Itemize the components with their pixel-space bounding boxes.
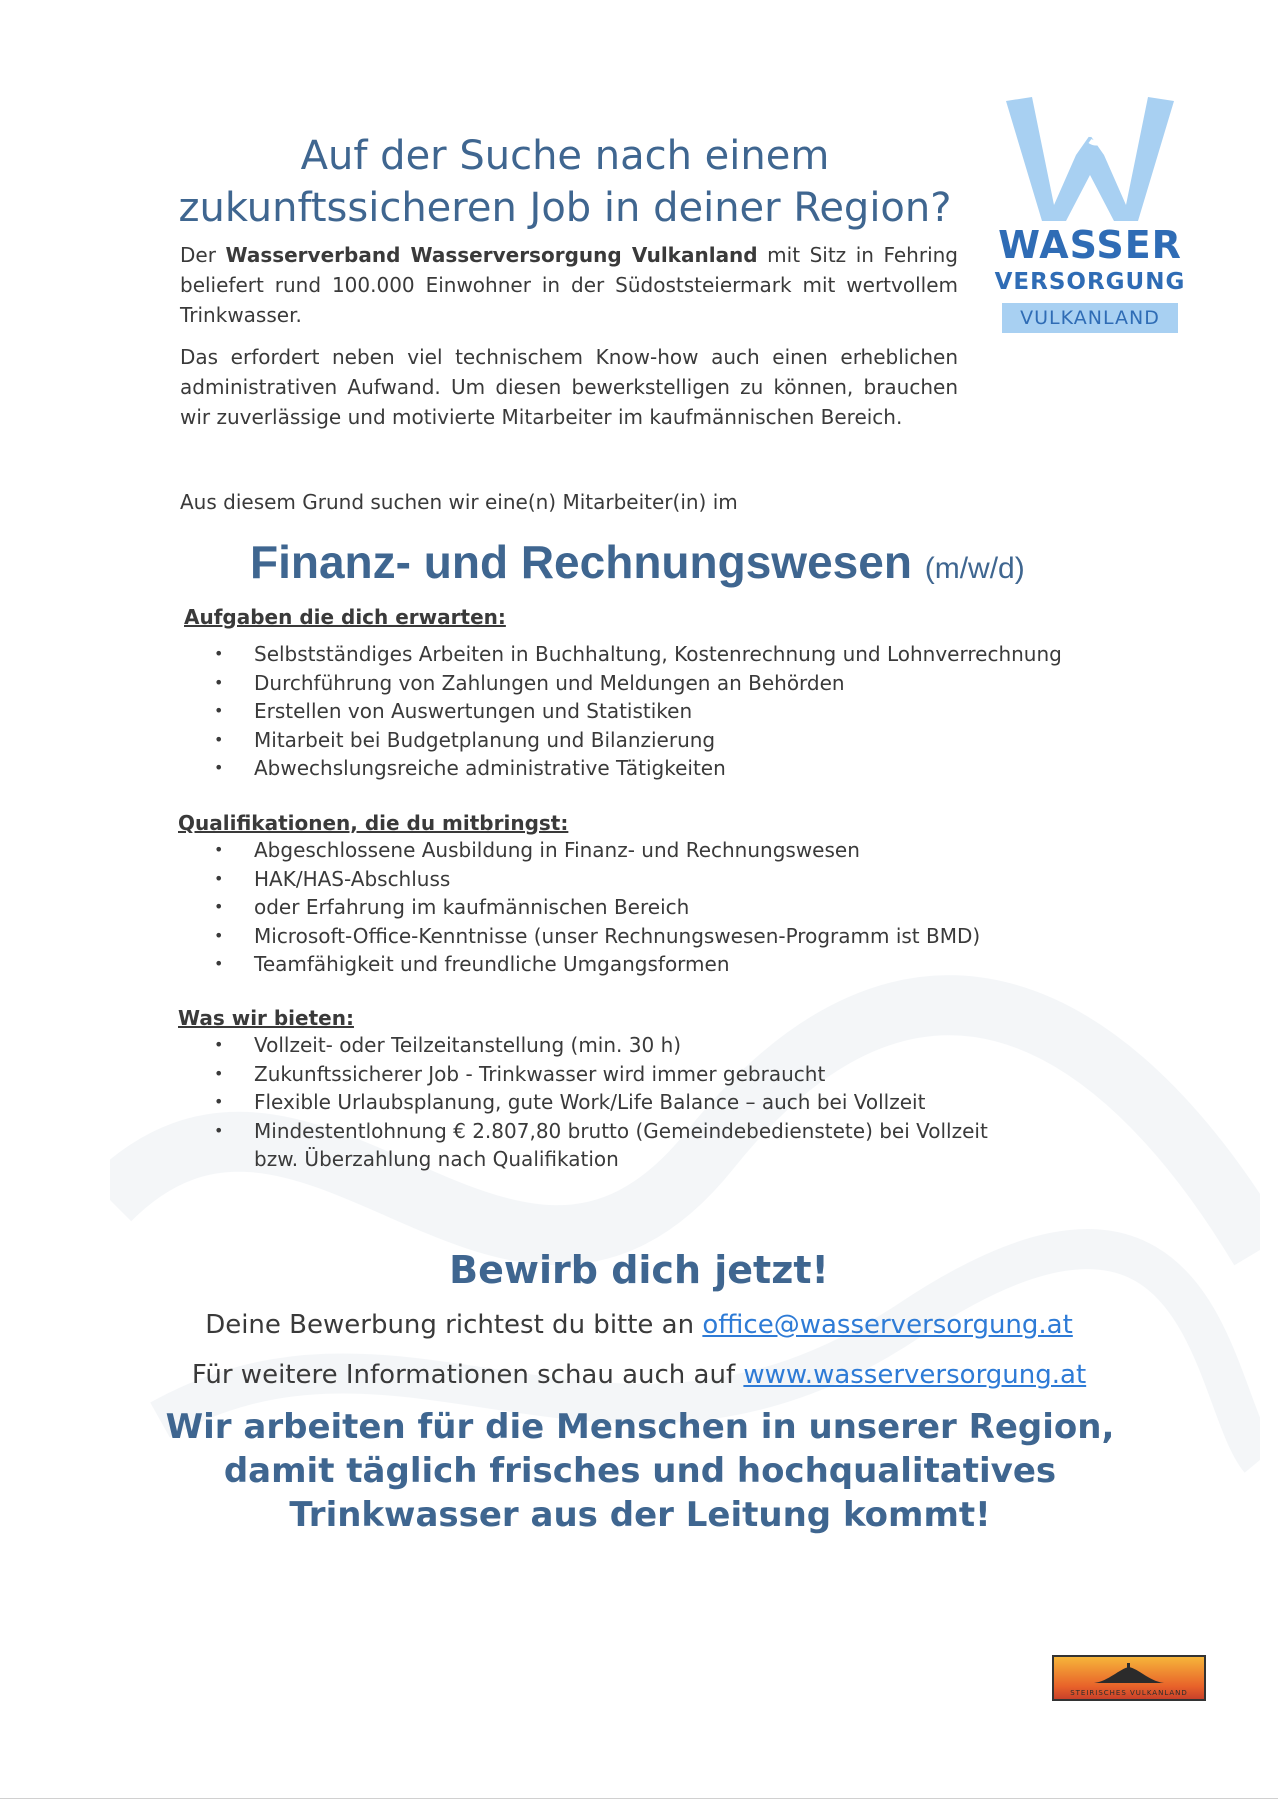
- intro-paragraph-1: [180, 240, 958, 330]
- company-logo: [990, 95, 1190, 340]
- headline: [140, 130, 990, 234]
- tasks-heading: Aufgaben die dich erwarten:: [184, 605, 506, 629]
- intro-paragraph-2: Das erfordert neben viel technischem Know-how auch einen erheblichen administrativen Aufwand. Um diesen bewerkstelligen zu können, brauchen wir zuverlässige und motivierte Mitarbeiter im kaufmännischen Bereich.: [180, 345, 958, 429]
- list-item: • Selbstständiges Arbeiten in Buchhaltung, Kostenrechnung und Lohnverrechnung: [210, 640, 1062, 669]
- closing-line-3: Trinkwasser aus der Leitung kommt!: [289, 1495, 991, 1535]
- website-link[interactable]: www.wasserversorgung.at: [743, 1360, 1087, 1390]
- list-item: • Erstellen von Auswertungen und Statistiken: [210, 697, 1062, 726]
- offer-list: [210, 1031, 1010, 1174]
- list-item: • Flexible Urlaubsplanung, gute Work/Life Balance – auch bei Vollzeit: [210, 1088, 1010, 1117]
- list-item: • Durchführung von Zahlungen und Meldungen an Behörden: [210, 669, 1062, 698]
- intro-rest: mit Sitz in Fehring beliefert rund 100.000 Einwohner in der Südoststeiermark mit wertvollem Trinkwasser.: [180, 243, 958, 327]
- cta-email-text: Deine Bewerbung richtest du bitte an: [205, 1310, 695, 1340]
- offer-heading: Was wir bieten:: [178, 1006, 354, 1030]
- hill-icon: [1094, 1663, 1164, 1685]
- job-title-text: Finanz- und Rechnungswesen: [250, 536, 912, 588]
- lead-text: Aus diesem Grund suchen wir eine(n) Mitarbeiter(in) im: [180, 490, 738, 514]
- headline-line-1: Auf der Suche nach einem: [300, 133, 830, 179]
- logo-text-vulkanland: VULKANLAND: [1002, 303, 1178, 333]
- job-title: [250, 535, 1025, 589]
- closing-statement: [140, 1405, 1140, 1537]
- qualifications-heading: Qualifikationen, die du mitbringst:: [178, 811, 569, 835]
- list-item: • HAK/HAS-Abschluss: [210, 865, 980, 894]
- logo-text-wasser: WASSER: [998, 223, 1182, 267]
- water-w-logo-icon: [1002, 95, 1178, 225]
- list-item: • Abgeschlossene Ausbildung in Finanz- und Rechnungswesen: [210, 836, 980, 865]
- closing-line-1: Wir arbeiten für die Menschen in unserer Region,: [165, 1407, 1115, 1447]
- closing-line-2: damit täglich frisches und hochqualitatives: [223, 1451, 1057, 1491]
- headline-line-2: zukunftssicheren Job in deiner Region?: [178, 185, 952, 231]
- steirisches-vulkanland-badge: [1052, 1655, 1206, 1701]
- list-item: • oder Erfahrung im kaufmännischen Bereich: [210, 893, 980, 922]
- list-item: • Zukunftssicherer Job - Trinkwasser wird immer gebraucht: [210, 1060, 1010, 1089]
- cta-email-line: [0, 1310, 1278, 1340]
- tasks-list: [210, 640, 1062, 783]
- cta-website-text: Für weitere Informationen schau auch auf: [191, 1360, 736, 1390]
- cta-title: Bewirb dich jetzt!: [449, 1248, 829, 1292]
- list-item: • Mindestentlohnung € 2.807,80 brutto (Gemeindebedienstete) bei Vollzeit bzw. Überzahlung nach Qualifikation: [210, 1117, 1010, 1174]
- email-link[interactable]: office@wasserversorgung.at: [702, 1310, 1073, 1340]
- list-item: • Mitarbeit bei Budgetplanung und Bilanzierung: [210, 726, 1062, 755]
- list-item: • Teamfähigkeit und freundliche Umgangsformen: [210, 950, 980, 979]
- logo-text-versorgung: VERSORGUNG: [994, 269, 1186, 295]
- intro-prefix: Der: [180, 243, 216, 267]
- list-item: • Microsoft-Office-Kenntnisse (unser Rechnungswesen-Programm ist BMD): [210, 922, 980, 951]
- cta-website-line: [0, 1360, 1278, 1390]
- bottom-divider: [0, 1798, 1278, 1799]
- badge-text: STEIRISCHES VULKANLAND: [1070, 1689, 1188, 1697]
- list-item: • Vollzeit- oder Teilzeitanstellung (min. 30 h): [210, 1031, 1010, 1060]
- job-title-suffix: (m/w/d): [924, 552, 1025, 585]
- list-item: • Abwechslungsreiche administrative Tätigkeiten: [210, 754, 1062, 783]
- organization-name: Wasserverband Wasserversorgung Vulkanland: [225, 243, 758, 267]
- qualifications-list: [210, 836, 980, 979]
